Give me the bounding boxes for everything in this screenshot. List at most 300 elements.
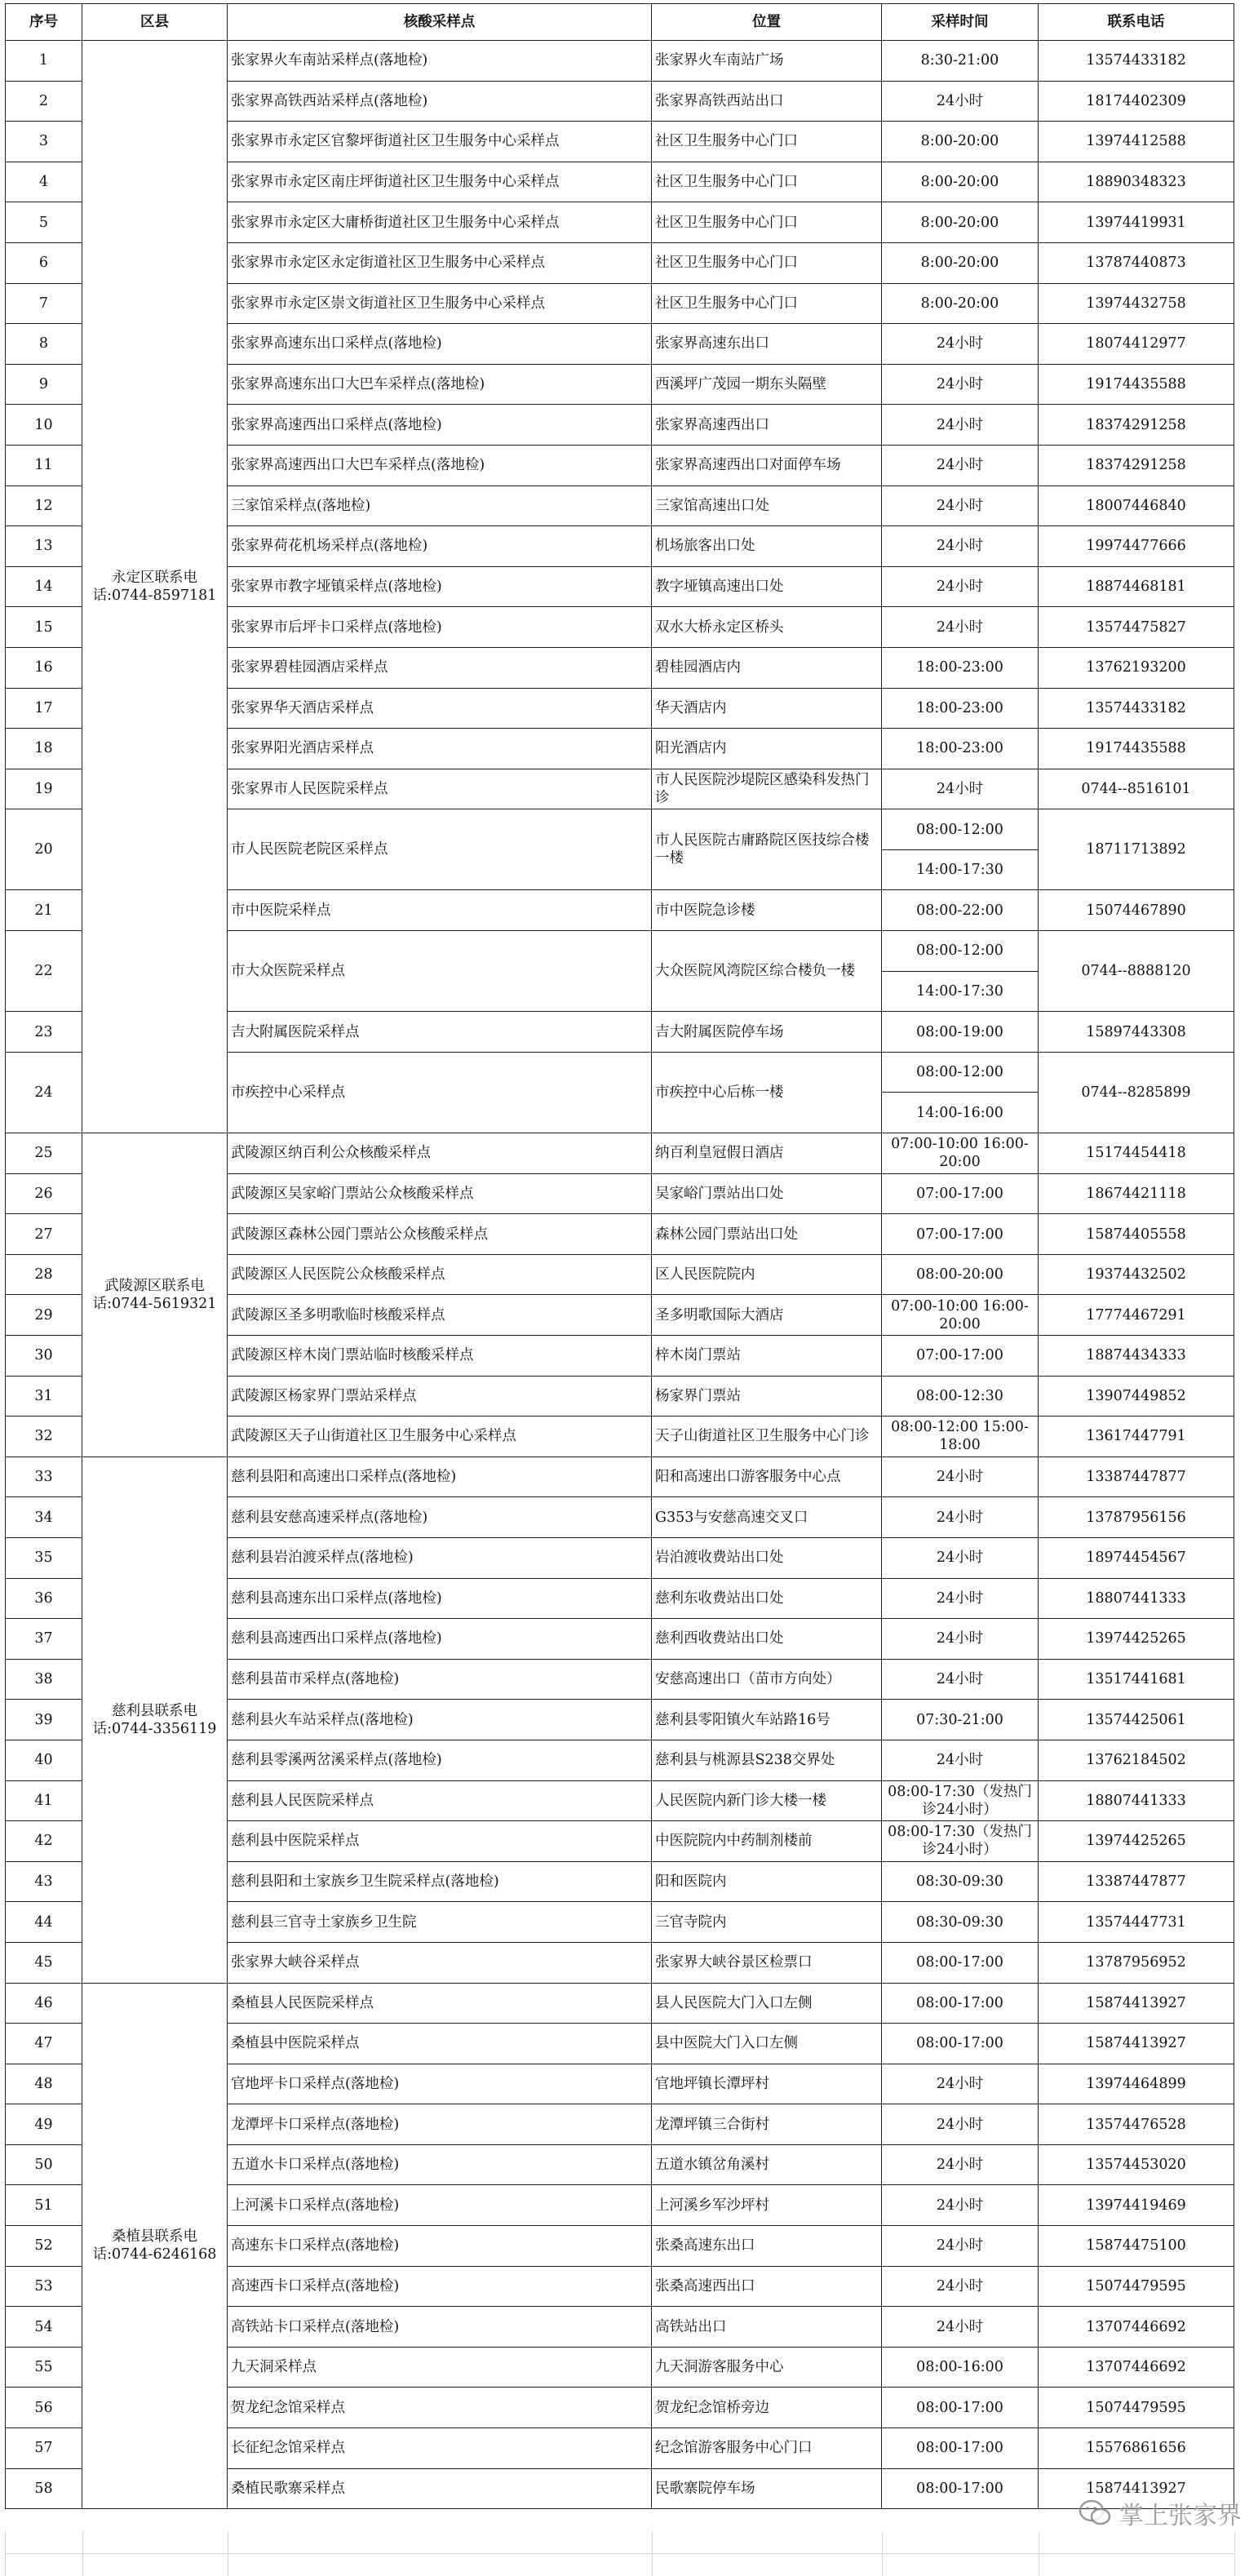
sampling-time: 07:00-17:00 — [882, 1214, 1039, 1255]
site-name: 慈利县岩泊渡采样点(落地检) — [228, 1537, 652, 1578]
contact-phone: 13574476528 — [1039, 2104, 1234, 2145]
row-number: 36 — [6, 1578, 82, 1619]
site-name: 慈利县三官寺土家族乡卫生院 — [228, 1902, 652, 1943]
sampling-time: 24小时 — [882, 607, 1039, 648]
sampling-time: 14:00-17:30 — [882, 849, 1039, 890]
site-location: 慈利县零阳镇火车站路16号 — [652, 1700, 882, 1740]
contact-phone: 13787956156 — [1039, 1497, 1234, 1538]
sampling-time: 08:00-16:00 — [882, 2347, 1039, 2388]
site-name: 张家界火车南站采样点(落地检) — [228, 41, 652, 82]
site-location: 张家界高速西出口 — [652, 405, 882, 446]
site-name: 张家界高铁西站采样点(落地检) — [228, 81, 652, 122]
site-name: 桑植民歌寨采样点 — [228, 2468, 652, 2509]
row-number: 23 — [6, 1012, 82, 1053]
site-location: 阳和高速出口游客服务中心点 — [652, 1456, 882, 1497]
row-number: 41 — [6, 1780, 82, 1821]
site-name: 张家界高速东出口大巴车采样点(落地检) — [228, 364, 652, 405]
sampling-time: 08:00-12:00 — [882, 931, 1039, 972]
site-name: 高速东卡口采样点(落地检) — [228, 2226, 652, 2267]
sampling-time: 08:30-09:30 — [882, 1861, 1039, 1902]
contact-phone: 13762184502 — [1039, 1740, 1234, 1780]
sampling-time: 07:00-17:00 — [882, 1336, 1039, 1377]
site-location: 华天酒店内 — [652, 688, 882, 729]
row-number: 14 — [6, 566, 82, 607]
contact-phone: 15074479595 — [1039, 2388, 1234, 2428]
row-number: 32 — [6, 1417, 82, 1457]
header-district: 区县 — [82, 4, 228, 41]
site-name: 吉大附属医院采样点 — [228, 1012, 652, 1053]
contact-phone: 18674421118 — [1039, 1173, 1234, 1214]
row-number: 27 — [6, 1214, 82, 1255]
row-number: 25 — [6, 1133, 82, 1174]
site-name: 武陵源区梓木岗门票站临时核酸采样点 — [228, 1336, 652, 1377]
sampling-time: 24小时 — [882, 1659, 1039, 1700]
site-name: 张家界市永定区崇文街道社区卫生服务中心采样点 — [228, 283, 652, 324]
sampling-time: 08:00-17:00 — [882, 2428, 1039, 2469]
site-name: 慈利县人民医院采样点 — [228, 1780, 652, 1821]
site-location: 吴家峪门票站出口处 — [652, 1173, 882, 1214]
contact-phone: 13907449852 — [1039, 1376, 1234, 1417]
site-location: 高铁站出口 — [652, 2307, 882, 2348]
site-name: 慈利县苗市采样点(落地检) — [228, 1659, 652, 1700]
row-number: 48 — [6, 2064, 82, 2104]
site-location: 西溪坪广茂园一期东头隔壁 — [652, 364, 882, 405]
sampling-time: 24小时 — [882, 2064, 1039, 2104]
row-number: 19 — [6, 769, 82, 809]
row-number: 46 — [6, 1983, 82, 2024]
contact-phone: 13387447877 — [1039, 1861, 1234, 1902]
site-location: 九天洞游客服务中心 — [652, 2347, 882, 2388]
sampling-time: 24小时 — [882, 1578, 1039, 1619]
row-number: 56 — [6, 2388, 82, 2428]
site-name: 九天洞采样点 — [228, 2347, 652, 2388]
site-name: 武陵源区人民医院公众核酸采样点 — [228, 1254, 652, 1295]
sampling-time: 8:30-21:00 — [882, 41, 1039, 82]
district-cell: 永定区联系电话:0744-8597181 — [82, 41, 228, 1133]
site-location: 上河溪乡军沙坪村 — [652, 2185, 882, 2226]
contact-phone: 15874413927 — [1039, 1983, 1234, 2024]
site-name: 张家界大峡谷采样点 — [228, 1942, 652, 1983]
contact-phone: 18874434333 — [1039, 1336, 1234, 1377]
sampling-time: 8:00-20:00 — [882, 122, 1039, 162]
row-number: 43 — [6, 1861, 82, 1902]
header-row — [6, 4, 1234, 41]
district-cell: 慈利县联系电话:0744-3356119 — [82, 1456, 228, 1983]
site-location: 圣多明歌国际大酒店 — [652, 1295, 882, 1336]
site-location: 吉大附属医院停车场 — [652, 1012, 882, 1053]
contact-phone: 13574475827 — [1039, 607, 1234, 648]
site-location: 官地坪镇长潭坪村 — [652, 2064, 882, 2104]
row-number: 4 — [6, 162, 82, 202]
site-location: 张家界火车南站广场 — [652, 41, 882, 82]
table-row — [6, 1133, 1234, 1174]
row-number: 8 — [6, 324, 82, 365]
contact-phone: 18807441333 — [1039, 1780, 1234, 1821]
contact-phone: 19174435588 — [1039, 729, 1234, 769]
site-location: 碧桂园酒店内 — [652, 647, 882, 688]
site-location: 社区卫生服务中心门口 — [652, 283, 882, 324]
sampling-time: 08:00-17:00 — [882, 2468, 1039, 2509]
contact-phone: 13974432758 — [1039, 283, 1234, 324]
row-number: 33 — [6, 1456, 82, 1497]
district-cell: 武陵源区联系电话:0744-5619321 — [82, 1133, 228, 1457]
sampling-time: 08:00-17:00 — [882, 1983, 1039, 2024]
contact-phone: 13787440873 — [1039, 242, 1234, 283]
site-location: 岩泊渡收费站出口处 — [652, 1537, 882, 1578]
site-location: 机场旅客出口处 — [652, 526, 882, 567]
spreadsheet — [5, 3, 1234, 2509]
site-location: 天子山街道社区卫生服务中心门诊 — [652, 1417, 882, 1457]
contact-phone: 18074412977 — [1039, 324, 1234, 365]
contact-phone: 15074467890 — [1039, 890, 1234, 931]
sampling-time: 24小时 — [882, 526, 1039, 567]
watermark-text: 掌上张家界 — [1119, 2502, 1242, 2530]
site-location: 慈利西收费站出口处 — [652, 1619, 882, 1660]
site-name: 桑植县中医院采样点 — [228, 2024, 652, 2064]
contact-phone: 13574433182 — [1039, 688, 1234, 729]
row-number: 52 — [6, 2226, 82, 2267]
contact-phone: 13762193200 — [1039, 647, 1234, 688]
site-name: 龙潭坪卡口采样点(落地检) — [228, 2104, 652, 2145]
site-name: 张家界市永定区南庄坪街道社区卫生服务中心采样点 — [228, 162, 652, 202]
sampling-time: 08:00-12:00 — [882, 809, 1039, 850]
site-location: 社区卫生服务中心门口 — [652, 202, 882, 243]
row-number: 35 — [6, 1537, 82, 1578]
row-number: 9 — [6, 364, 82, 405]
contact-phone: 13974412588 — [1039, 122, 1234, 162]
site-location: 阳和医院内 — [652, 1861, 882, 1902]
row-number: 45 — [6, 1942, 82, 1983]
site-location: 人民医院内新门诊大楼一楼 — [652, 1780, 882, 1821]
sampling-time: 24小时 — [882, 2226, 1039, 2267]
site-name: 慈利县中医院采样点 — [228, 1821, 652, 1862]
site-name: 武陵源区杨家界门票站采样点 — [228, 1376, 652, 1417]
sampling-time: 24小时 — [882, 2185, 1039, 2226]
row-number: 30 — [6, 1336, 82, 1377]
site-name: 五道水卡口采样点(落地检) — [228, 2144, 652, 2185]
contact-phone: 17774467291 — [1039, 1295, 1234, 1336]
contact-phone: 13574453020 — [1039, 2144, 1234, 2185]
contact-phone: 18174402309 — [1039, 81, 1234, 122]
site-name: 市大众医院采样点 — [228, 931, 652, 1012]
contact-phone: 18374291258 — [1039, 405, 1234, 446]
site-location: 大众医院风湾院区综合楼负一楼 — [652, 931, 882, 1012]
sampling-time: 07:30-21:00 — [882, 1700, 1039, 1740]
row-number: 21 — [6, 890, 82, 931]
sampling-time: 24小时 — [882, 2104, 1039, 2145]
row-number: 16 — [6, 647, 82, 688]
site-name: 武陵源区天子山街道社区卫生服务中心采样点 — [228, 1417, 652, 1457]
row-number: 38 — [6, 1659, 82, 1700]
contact-phone: 18974454567 — [1039, 1537, 1234, 1578]
sampling-time: 08:30-09:30 — [882, 1902, 1039, 1943]
sampling-time: 08:00-19:00 — [882, 1012, 1039, 1053]
sampling-time: 08:00-20:00 — [882, 1254, 1039, 1295]
header-site: 核酸采样点 — [228, 4, 652, 41]
row-number: 54 — [6, 2307, 82, 2348]
district-cell: 桑植县联系电话:0744-6246168 — [82, 1983, 228, 2509]
site-name: 慈利县安慈高速采样点(落地检) — [228, 1497, 652, 1538]
row-number: 11 — [6, 445, 82, 485]
watermark — [1079, 2495, 1242, 2531]
site-location: 张家界大峡谷景区检票口 — [652, 1942, 882, 1983]
site-name: 市人民医院老院区采样点 — [228, 809, 652, 890]
site-name: 高铁站卡口采样点(落地检) — [228, 2307, 652, 2348]
sampling-time: 24小时 — [882, 2307, 1039, 2348]
site-location: 区人民医院院内 — [652, 1254, 882, 1295]
contact-phone: 13387447877 — [1039, 1456, 1234, 1497]
sampling-time: 24小时 — [882, 1456, 1039, 1497]
sampling-time: 24小时 — [882, 405, 1039, 446]
site-name: 张家界市永定区永定街道社区卫生服务中心采样点 — [228, 242, 652, 283]
row-number: 20 — [6, 809, 82, 890]
row-number: 22 — [6, 931, 82, 1012]
site-location: 市人民医院沙堤院区感染科发热门诊 — [652, 769, 882, 809]
site-location: 市人民医院古庸路院区医技综合楼一楼 — [652, 809, 882, 890]
contact-phone: 18890348323 — [1039, 162, 1234, 202]
site-location: 社区卫生服务中心门口 — [652, 242, 882, 283]
site-location: 中医院院内中药制剂楼前 — [652, 1821, 882, 1862]
site-location: 龙潭坪镇三合街村 — [652, 2104, 882, 2145]
sampling-time: 18:00-23:00 — [882, 688, 1039, 729]
site-name: 张家界高速东出口采样点(落地检) — [228, 324, 652, 365]
sampling-time: 08:00-17:00 — [882, 2024, 1039, 2064]
row-number: 10 — [6, 405, 82, 446]
contact-phone: 13574447731 — [1039, 1902, 1234, 1943]
site-name: 贺龙纪念馆采样点 — [228, 2388, 652, 2428]
site-name: 张家界华天酒店采样点 — [228, 688, 652, 729]
sampling-time: 24小时 — [882, 1537, 1039, 1578]
contact-phone: 18807441333 — [1039, 1578, 1234, 1619]
contact-phone: 13574425061 — [1039, 1700, 1234, 1740]
site-location: 县人民医院大门入口左侧 — [652, 1983, 882, 2024]
contact-phone: 15874413927 — [1039, 2024, 1234, 2064]
site-location: 森林公园门票站出口处 — [652, 1214, 882, 1255]
site-location: 县中医院大门入口左侧 — [652, 2024, 882, 2064]
contact-phone: 13707446692 — [1039, 2307, 1234, 2348]
sampling-time: 14:00-16:00 — [882, 1093, 1039, 1133]
site-name: 市中医院采样点 — [228, 890, 652, 931]
contact-phone: 15897443308 — [1039, 1012, 1234, 1053]
row-number: 47 — [6, 2024, 82, 2064]
contact-phone: 13974464899 — [1039, 2064, 1234, 2104]
site-location: 张家界高速东出口 — [652, 324, 882, 365]
sampling-time: 24小时 — [882, 324, 1039, 365]
site-location: 三家馆高速出口处 — [652, 485, 882, 526]
row-number: 1 — [6, 41, 82, 82]
sampling-time: 18:00-23:00 — [882, 647, 1039, 688]
sampling-time: 24小时 — [882, 1497, 1039, 1538]
row-number: 34 — [6, 1497, 82, 1538]
contact-phone: 15576861656 — [1039, 2428, 1234, 2469]
site-location: G353与安慈高速交叉口 — [652, 1497, 882, 1538]
site-location: 纳百利皇冠假日酒店 — [652, 1133, 882, 1174]
contact-phone: 18374291258 — [1039, 445, 1234, 485]
sampling-time: 24小时 — [882, 1740, 1039, 1780]
sampling-time: 08:00-17:30（发热门诊24小时） — [882, 1780, 1039, 1821]
row-number: 39 — [6, 1700, 82, 1740]
sampling-time: 08:00-12:30 — [882, 1376, 1039, 1417]
sampling-time: 8:00-20:00 — [882, 202, 1039, 243]
sampling-time: 8:00-20:00 — [882, 283, 1039, 324]
site-location: 贺龙纪念馆桥旁边 — [652, 2388, 882, 2428]
site-name: 张家界市后坪卡口采样点(落地检) — [228, 607, 652, 648]
site-name: 三家馆采样点(落地检) — [228, 485, 652, 526]
contact-phone: 13974425265 — [1039, 1619, 1234, 1660]
site-location: 五道水镇岔角溪村 — [652, 2144, 882, 2185]
contact-phone: 13974425265 — [1039, 1821, 1234, 1862]
sampling-time: 08:00-12:00 15:00-18:00 — [882, 1417, 1039, 1457]
sampling-time: 18:00-23:00 — [882, 729, 1039, 769]
contact-phone: 19374432502 — [1039, 1254, 1234, 1295]
contact-phone: 15174454418 — [1039, 1133, 1234, 1174]
wechat-icon — [1079, 2498, 1111, 2528]
row-number: 7 — [6, 283, 82, 324]
site-location: 张桑高速西出口 — [652, 2266, 882, 2307]
contact-phone: 19974477666 — [1039, 526, 1234, 567]
sampling-time: 24小时 — [882, 2266, 1039, 2307]
sampling-time: 14:00-17:30 — [882, 971, 1039, 1012]
row-number: 29 — [6, 1295, 82, 1336]
site-location: 市中医院急诊楼 — [652, 890, 882, 931]
contact-phone: 0744--8516101 — [1039, 769, 1234, 809]
site-location: 社区卫生服务中心门口 — [652, 122, 882, 162]
site-location: 民歌寨院停车场 — [652, 2468, 882, 2509]
sampling-time: 08:00-22:00 — [882, 890, 1039, 931]
site-name: 武陵源区纳百利公众核酸采样点 — [228, 1133, 652, 1174]
site-name: 高速西卡口采样点(落地检) — [228, 2266, 652, 2307]
site-name: 慈利县高速东出口采样点(落地检) — [228, 1578, 652, 1619]
contact-phone: 13707446692 — [1039, 2347, 1234, 2388]
table-row — [6, 1456, 1234, 1497]
sampling-time: 07:00-17:00 — [882, 1173, 1039, 1214]
site-name: 张家界市永定区官黎坪街道社区卫生服务中心采样点 — [228, 122, 652, 162]
sampling-time: 24小时 — [882, 81, 1039, 122]
row-number: 42 — [6, 1821, 82, 1862]
sampling-time: 24小时 — [882, 445, 1039, 485]
sampling-time: 08:00-17:00 — [882, 2388, 1039, 2428]
row-number: 57 — [6, 2428, 82, 2469]
contact-phone: 13787956952 — [1039, 1942, 1234, 1983]
sampling-time: 8:00-20:00 — [882, 162, 1039, 202]
contact-phone: 0744--8888120 — [1039, 931, 1234, 1012]
site-name: 慈利县阳和高速出口采样点(落地检) — [228, 1456, 652, 1497]
site-name: 张家界市永定区大庸桥街道社区卫生服务中心采样点 — [228, 202, 652, 243]
site-location: 杨家界门票站 — [652, 1376, 882, 1417]
sampling-time: 24小时 — [882, 2144, 1039, 2185]
site-location: 慈利县与桃源县S238交界处 — [652, 1740, 882, 1780]
site-name: 官地坪卡口采样点(落地检) — [228, 2064, 652, 2104]
row-number: 49 — [6, 2104, 82, 2145]
site-name: 慈利县阳和土家族乡卫生院采样点(落地检) — [228, 1861, 652, 1902]
row-number: 6 — [6, 242, 82, 283]
contact-phone: 13517441681 — [1039, 1659, 1234, 1700]
row-number: 58 — [6, 2468, 82, 2509]
site-name: 长征纪念馆采样点 — [228, 2428, 652, 2469]
row-number: 12 — [6, 485, 82, 526]
site-location: 张家界高铁西站出口 — [652, 81, 882, 122]
site-name: 武陵源区吴家峪门票站公众核酸采样点 — [228, 1173, 652, 1214]
contact-phone: 18874468181 — [1039, 566, 1234, 607]
site-location: 市疾控中心后栋一楼 — [652, 1052, 882, 1133]
contact-phone: 13617447791 — [1039, 1417, 1234, 1457]
row-number: 40 — [6, 1740, 82, 1780]
contact-phone: 15874413927 — [1039, 2468, 1234, 2509]
header-phone: 联系电话 — [1039, 4, 1234, 41]
site-name: 张家界市人民医院采样点 — [228, 769, 652, 809]
contact-phone: 18711713892 — [1039, 809, 1234, 890]
site-location: 安慈高速出口（苗市方向处） — [652, 1659, 882, 1700]
row-number: 3 — [6, 122, 82, 162]
row-number: 50 — [6, 2144, 82, 2185]
row-number: 24 — [6, 1052, 82, 1133]
site-name: 武陵源区森林公园门票站公众核酸采样点 — [228, 1214, 652, 1255]
site-name: 张家界阳光酒店采样点 — [228, 729, 652, 769]
row-number: 51 — [6, 2185, 82, 2226]
contact-phone: 13574433182 — [1039, 41, 1234, 82]
site-location: 张桑高速东出口 — [652, 2226, 882, 2267]
row-number: 55 — [6, 2347, 82, 2388]
site-name: 张家界碧桂园酒店采样点 — [228, 647, 652, 688]
sampling-sites-table — [5, 3, 1234, 2509]
sampling-time: 24小时 — [882, 364, 1039, 405]
header-location: 位置 — [652, 4, 882, 41]
site-location: 双水大桥永定区桥头 — [652, 607, 882, 648]
site-location: 三官寺院内 — [652, 1902, 882, 1943]
site-name: 张家界荷花机场采样点(落地检) — [228, 526, 652, 567]
site-location: 张家界高速西出口对面停车场 — [652, 445, 882, 485]
contact-phone: 0744--8285899 — [1039, 1052, 1234, 1133]
sampling-time: 24小时 — [882, 1619, 1039, 1660]
sampling-time: 07:00-10:00 16:00-20:00 — [882, 1133, 1039, 1174]
site-name: 市疾控中心采样点 — [228, 1052, 652, 1133]
row-number: 28 — [6, 1254, 82, 1295]
header-no: 序号 — [6, 4, 82, 41]
header-time: 采样时间 — [882, 4, 1039, 41]
sampling-time: 08:00-17:30（发热门诊24小时） — [882, 1821, 1039, 1862]
site-name: 武陵源区圣多明歌临时核酸采样点 — [228, 1295, 652, 1336]
row-number: 37 — [6, 1619, 82, 1660]
sampling-time: 24小时 — [882, 566, 1039, 607]
row-number: 5 — [6, 202, 82, 243]
row-number: 13 — [6, 526, 82, 567]
row-number: 17 — [6, 688, 82, 729]
contact-phone: 13974419469 — [1039, 2185, 1234, 2226]
site-name: 张家界高速西出口大巴车采样点(落地检) — [228, 445, 652, 485]
sampling-time: 07:00-10:00 16:00-20:00 — [882, 1295, 1039, 1336]
row-number: 15 — [6, 607, 82, 648]
contact-phone: 13974419931 — [1039, 202, 1234, 243]
site-location: 慈利东收费站出口处 — [652, 1578, 882, 1619]
site-name: 上河溪卡口采样点(落地检) — [228, 2185, 652, 2226]
site-name: 张家界市教字垭镇采样点(落地检) — [228, 566, 652, 607]
sampling-time: 8:00-20:00 — [882, 242, 1039, 283]
site-name: 桑植县人民医院采样点 — [228, 1983, 652, 2024]
site-name: 慈利县零溪两岔溪采样点(落地检) — [228, 1740, 652, 1780]
site-location: 教字垭镇高速出口处 — [652, 566, 882, 607]
contact-phone: 15074479595 — [1039, 2266, 1234, 2307]
empty-spreadsheet-rows — [5, 2531, 1234, 2576]
site-location: 阳光酒店内 — [652, 729, 882, 769]
site-name: 慈利县火车站采样点(落地检) — [228, 1700, 652, 1740]
site-name: 慈利县高速西出口采样点(落地检) — [228, 1619, 652, 1660]
table-row — [6, 41, 1234, 82]
sampling-time: 24小时 — [882, 485, 1039, 526]
site-name: 张家界高速西出口采样点(落地检) — [228, 405, 652, 446]
contact-phone: 19174435588 — [1039, 364, 1234, 405]
row-number: 31 — [6, 1376, 82, 1417]
contact-phone: 15874475100 — [1039, 2226, 1234, 2267]
